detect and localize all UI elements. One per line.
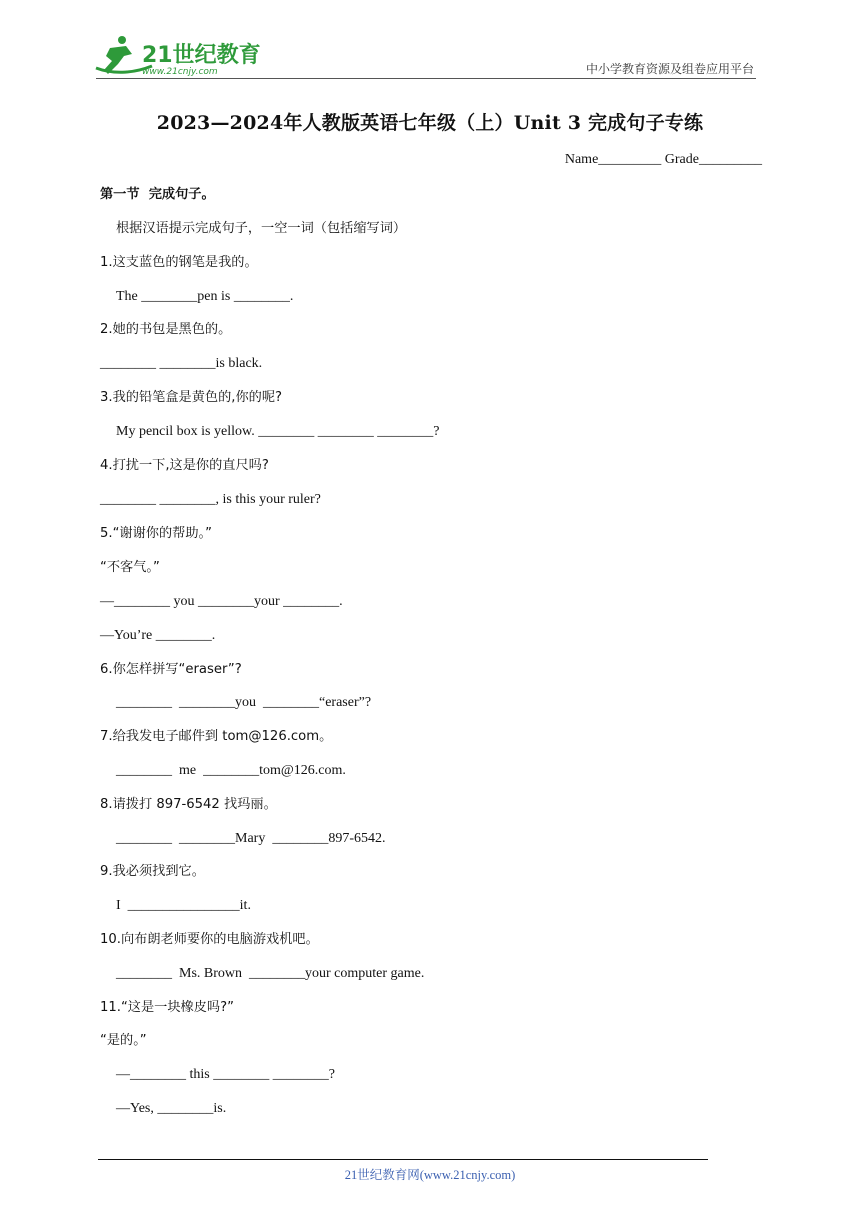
platform-name: 中小学教育资源及组卷应用平台 bbox=[585, 62, 754, 76]
instruction-text: 根据汉语提示完成句子，一空一词（包括缩写词） bbox=[116, 221, 407, 236]
question-1-answer: The ________pen is ________. bbox=[116, 289, 294, 304]
question-10-prompt: 10.向布朗老师要你的电脑游戏机吧。 bbox=[100, 932, 319, 947]
question-4-answer: ________ ________, is this your ruler? bbox=[100, 492, 321, 507]
question-10-answer: ________ Ms. Brown ________your computer game. bbox=[116, 966, 425, 981]
question-5-reply: “不客气。” bbox=[100, 560, 160, 575]
section-heading: 第一节 完成句子。 bbox=[100, 187, 215, 202]
question-11-answer-b: —Yes, ________is. bbox=[116, 1101, 227, 1116]
question-3-answer: My pencil box is yellow. ________ ________ ________? bbox=[116, 424, 440, 439]
question-5-answer-b: —You’re ________. bbox=[100, 628, 216, 643]
page-title: 2023—2024年人教版英语七年级（上）Unit 3 完成句子专练 bbox=[156, 112, 704, 134]
footer-divider bbox=[98, 1159, 708, 1160]
question-1-prompt: 1.这支蓝色的钢笔是我的。 bbox=[100, 255, 258, 270]
question-6-answer: ________ ________you ________“eraser”? bbox=[116, 695, 372, 710]
question-5-answer-a: —________ you ________your ________. bbox=[100, 594, 343, 609]
name-grade-fields: Name_________ Grade_________ bbox=[564, 152, 762, 167]
svg-text:21世纪教育: 21世纪教育 bbox=[142, 43, 261, 68]
question-11-prompt: 11.“这是一块橡皮吗?” bbox=[100, 1000, 234, 1015]
runner-logo-icon bbox=[92, 34, 262, 78]
question-6-prompt: 6.你怎样拼写“eraser”? bbox=[100, 662, 242, 677]
question-7-answer: ________ me ________tom@126.com. bbox=[116, 763, 346, 778]
question-2-answer: ________ ________is black. bbox=[100, 356, 263, 371]
question-8-answer: ________ ________Mary ________897-6542. bbox=[116, 831, 386, 846]
question-9-prompt: 9.我必须找到它。 bbox=[100, 864, 205, 879]
question-4-prompt: 4.打扰一下,这是你的直尺吗? bbox=[100, 458, 269, 473]
site-logo bbox=[92, 34, 262, 78]
question-11-reply: “是的。” bbox=[100, 1033, 147, 1048]
question-7-prompt: 7.给我发电子邮件到 tom@126.com。 bbox=[100, 729, 333, 744]
question-8-prompt: 8.请拨打 897-6542 找玛丽。 bbox=[100, 797, 277, 812]
svg-text:www.21cnjy.com: www.21cnjy.com bbox=[142, 67, 218, 77]
header-divider bbox=[96, 78, 756, 79]
question-9-answer: I ________________it. bbox=[116, 898, 251, 913]
question-3-prompt: 3.我的铅笔盒是黄色的,你的呢? bbox=[100, 390, 283, 405]
question-5-prompt: 5.“谢谢你的帮助。” bbox=[100, 526, 212, 541]
question-11-answer-a: —________ this ________ ________? bbox=[116, 1067, 335, 1082]
question-2-prompt: 2.她的书包是黑色的。 bbox=[100, 322, 232, 337]
footer-link[interactable]: 21世纪教育网(www.21cnjy.com) bbox=[344, 1168, 516, 1182]
